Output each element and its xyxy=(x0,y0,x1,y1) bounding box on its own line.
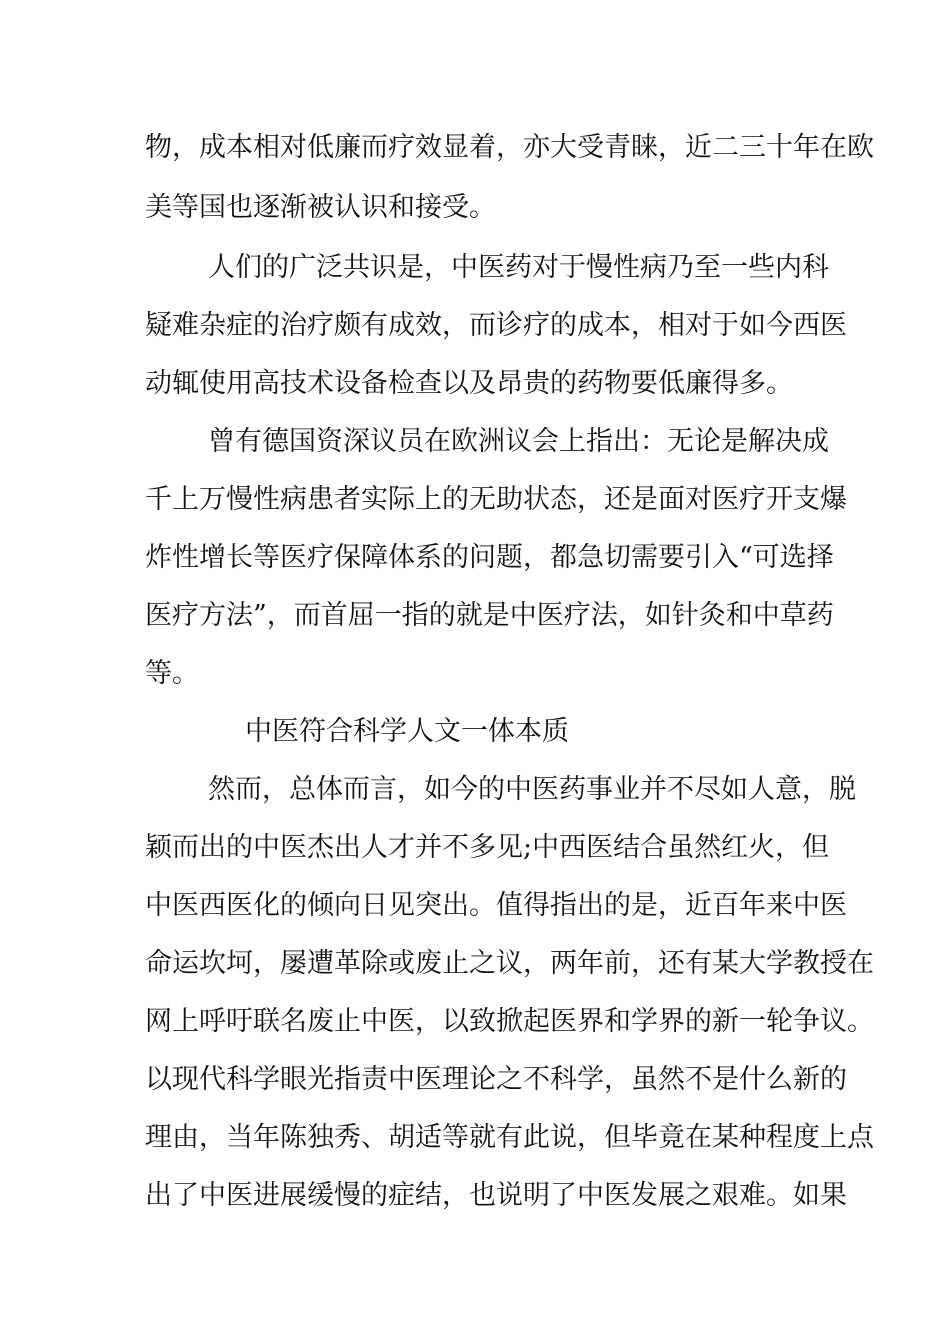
section-heading: 中医符合科学人文一体本质 xyxy=(245,716,569,747)
text-line: 人们的广泛共识是，中医药对于慢性病乃至一些内科 xyxy=(208,252,829,283)
text-line: 千上万慢性病患者实际上的无助状态，还是面对医疗开支爆 xyxy=(145,484,847,515)
text-line: 然而，总体而言，如今的中医药事业并不尽如人意，脱 xyxy=(208,774,856,805)
text-line: 疑难杂症的治疗颇有成效，而诊疗的成本，相对于如今西医 xyxy=(145,310,847,341)
text-line: 以现代科学眼光指责中医理论之不科学，虽然不是什么新的 xyxy=(145,1064,847,1095)
text-line: 医疗方法”，而首屈一指的就是中医疗法，如针灸和中草药 xyxy=(145,600,834,631)
text-line: 美等国也逐渐被认识和接受。 xyxy=(145,192,496,223)
text-line: 等。 xyxy=(145,658,199,689)
text-line: 命运坎坷，屡遭革除或废止之议，两年前，还有某大学教授在 xyxy=(145,948,874,979)
text-line: 炸性增长等医疗保障体系的问题，都急切需要引入“可选择 xyxy=(145,542,834,573)
text-line: 颖而出的中医杰出人才并不多见;中西医结合虽然红火，但 xyxy=(145,832,830,863)
text-line: 物，成本相对低廉而疗效显着，亦大受青睐，近二三十年在欧 xyxy=(145,132,874,163)
text-line: 动辄使用高技术设备检查以及昂贵的药物要低廉得多。 xyxy=(145,368,793,399)
text-line: 网上呼吁联名废止中医，以致掀起医界和学界的新一轮争议。 xyxy=(145,1006,874,1037)
text-line: 曾有德国资深议员在欧洲议会上指出：无论是解决成 xyxy=(208,426,829,457)
text-line: 出了中医进展缓慢的症结，也说明了中医发展之艰难。如果 xyxy=(145,1180,847,1211)
text-line: 理由，当年陈独秀、胡适等就有此说，但毕竟在某种程度上点 xyxy=(145,1122,874,1153)
text-line: 中医西医化的倾向日见突出。值得指出的是，近百年来中医 xyxy=(145,890,847,921)
